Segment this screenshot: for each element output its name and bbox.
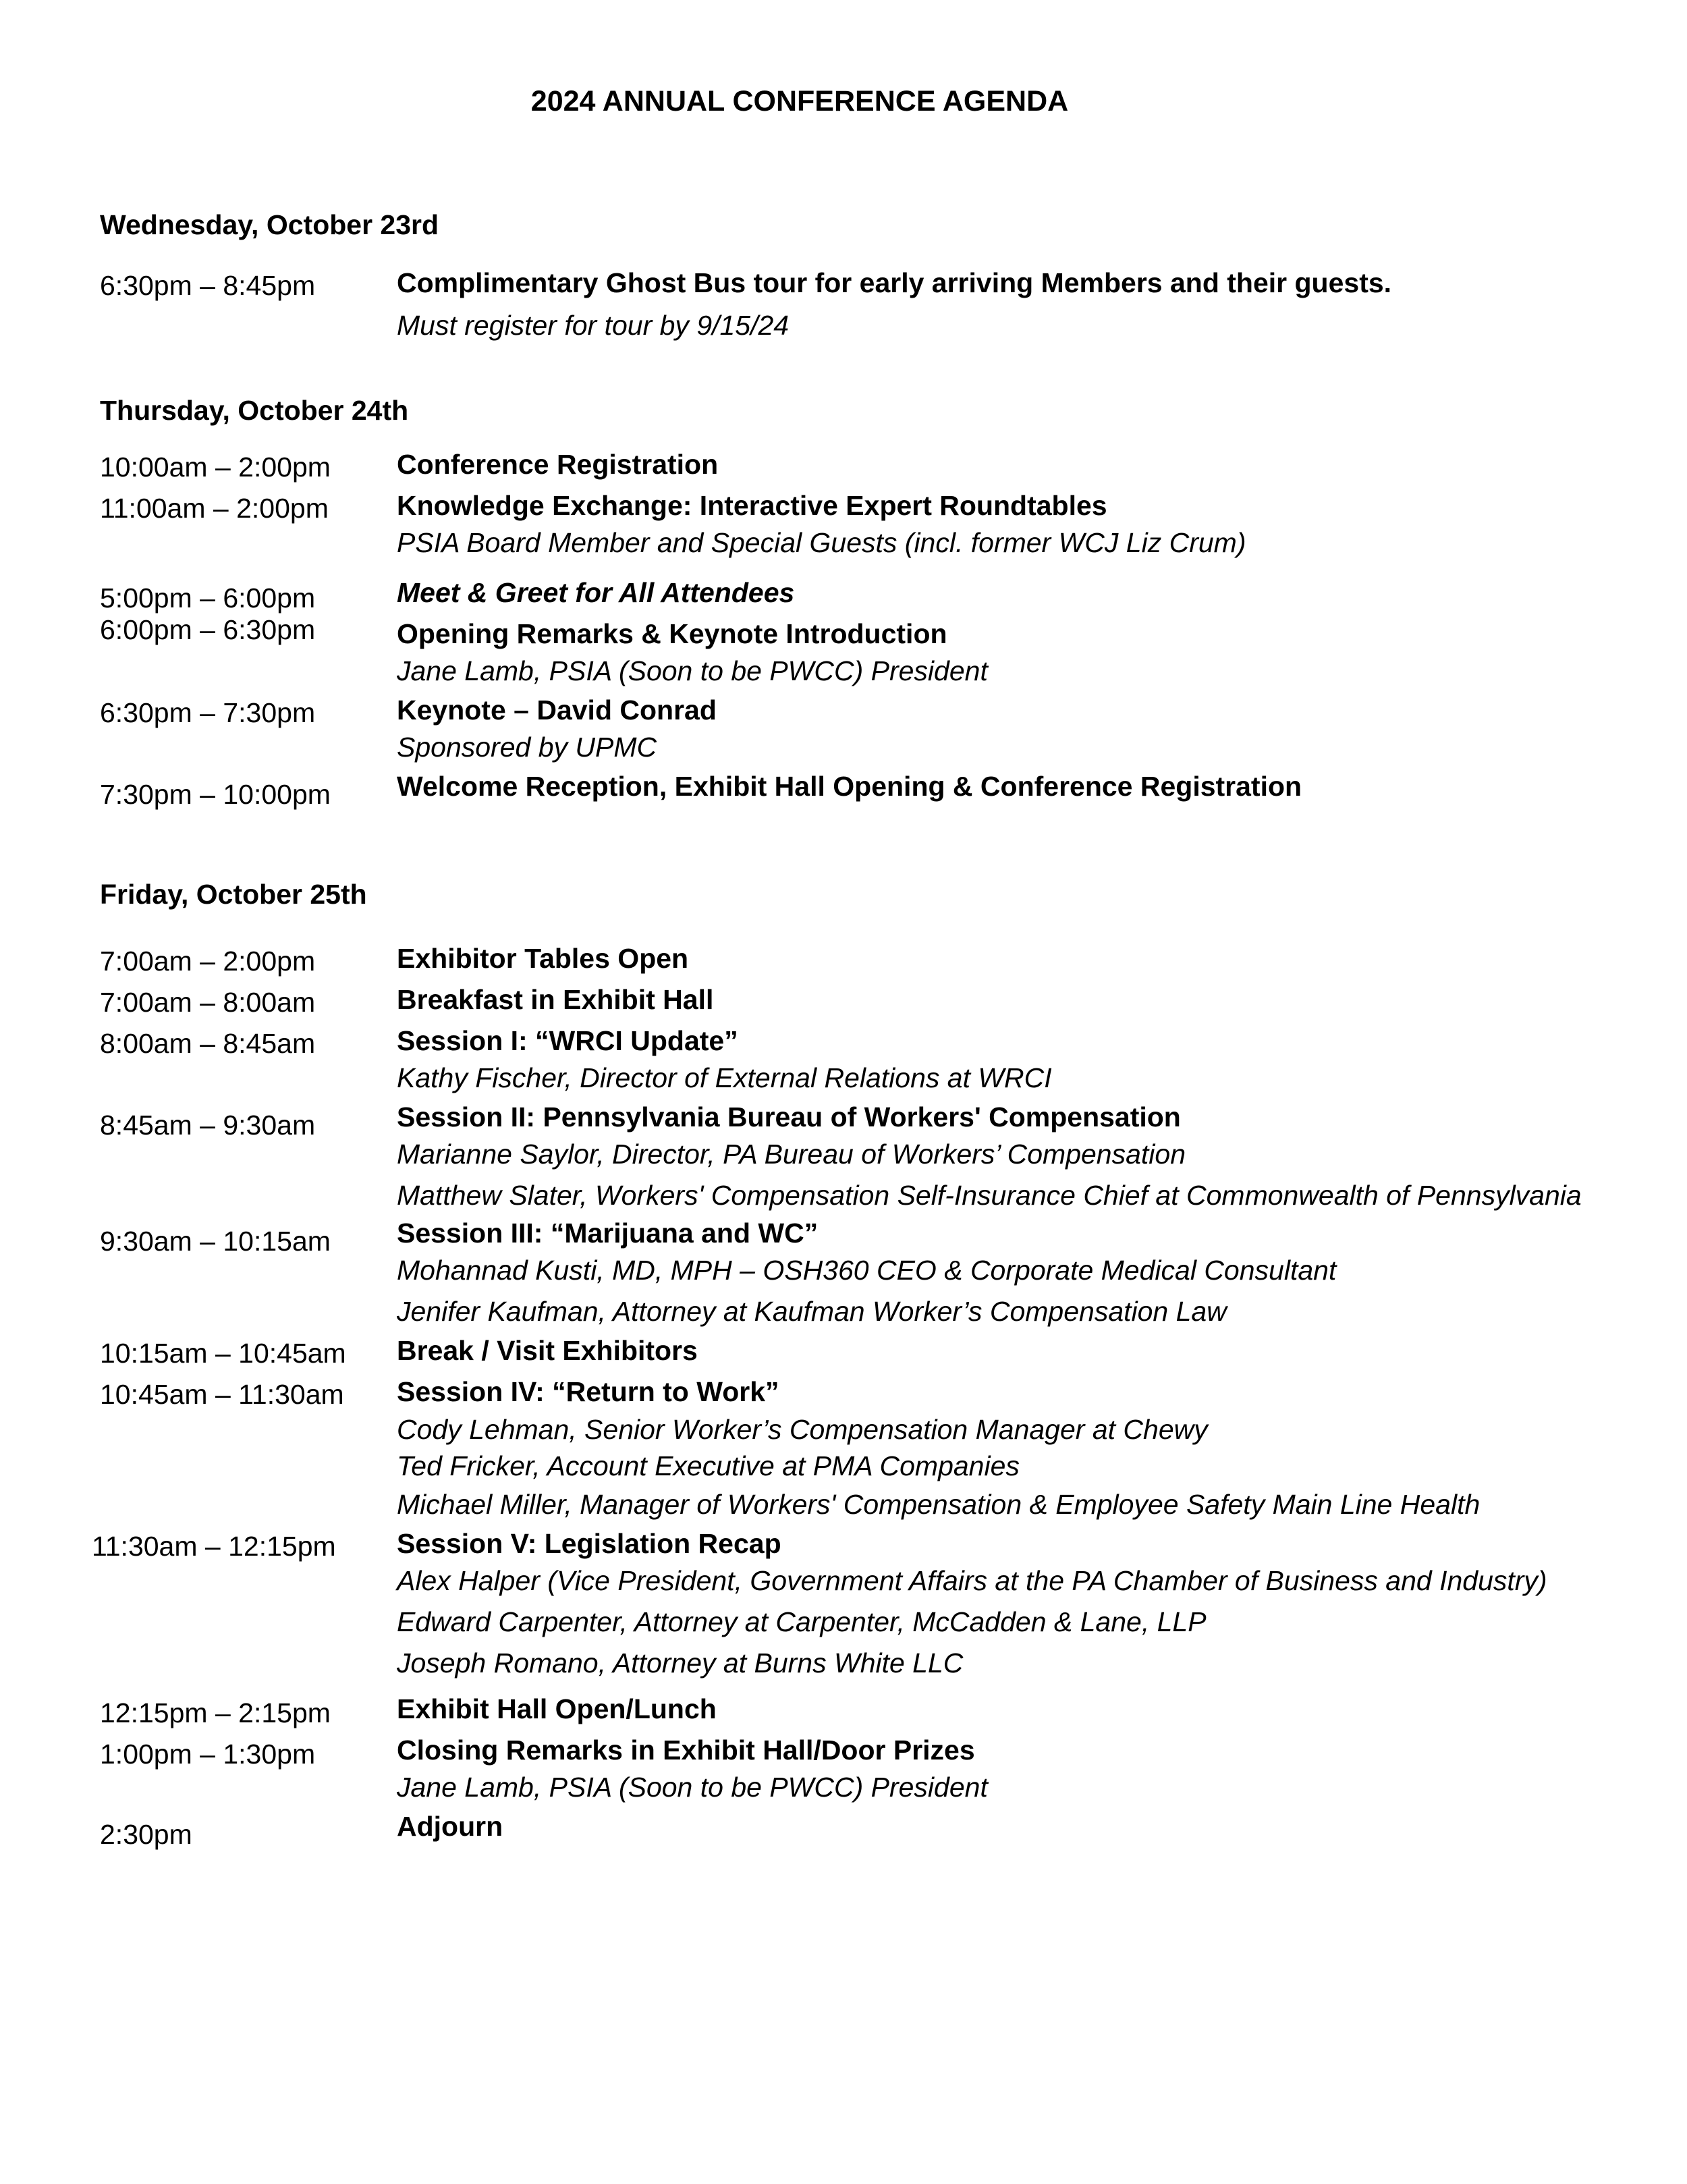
agenda-title: Exhibit Hall Open/Lunch (397, 1693, 717, 1724)
agenda-title: Conference Registration (397, 449, 719, 480)
agenda-time: 6:30pm – 8:45pm (100, 270, 316, 301)
agenda-time: 7:00am – 2:00pm (100, 946, 316, 977)
agenda-detail: Kathy Fischer, Director of External Relations at WRCI (397, 1062, 1052, 1093)
agenda-detail: PSIA Board Member and Special Guests (incl. former WCJ Liz Crum) (397, 527, 1246, 558)
agenda-item (100, 941, 1625, 975)
agenda-item (100, 1809, 1625, 1850)
agenda-time: 2:30pm (100, 1819, 192, 1850)
agenda-title: Break / Visit Exhibitors (397, 1335, 698, 1366)
agenda-detail: Matthew Slater, Workers' Compensation Self-Insurance Chief at Commonwealth of Pennsylvania (397, 1180, 1582, 1211)
agenda-time: 10:15am – 10:45am (100, 1338, 346, 1369)
agenda-detail: Alex Halper (Vice President, Government Affairs at the PA Chamber of Business and Industry) (397, 1565, 1547, 1596)
agenda-detail: Jane Lamb, PSIA (Soon to be PWCC) President (397, 655, 988, 686)
agenda-detail: Edward Carpenter, Attorney at Carpenter, McCadden & Lane, LLP (397, 1606, 1207, 1637)
agenda-title: Session IV: “Return to Work” (397, 1376, 779, 1407)
agenda-time: 10:00am – 2:00pm (100, 452, 331, 483)
agenda-title: Session III: “Marijuana and WC” (397, 1218, 819, 1249)
agenda-detail: Must register for tour by 9/15/24 (397, 310, 790, 341)
agenda-time: 11:00am – 2:00pm (100, 493, 329, 524)
agenda-title: Meet & Greet for All Attendees (397, 577, 795, 608)
agenda-title: Welcome Reception, Exhibit Hall Opening & Conference Registration (397, 771, 1302, 802)
agenda-time: 12:15pm – 2:15pm (100, 1697, 331, 1728)
agenda-title: Opening Remarks & Keynote Introduction (397, 618, 947, 649)
agenda-title: Exhibitor Tables Open (397, 943, 689, 974)
agenda-time: 6:00pm – 6:30pm (100, 614, 316, 645)
agenda-title: Closing Remarks in Exhibit Hall/Door Prizes (397, 1735, 975, 1766)
agenda-title: Session V: Legislation Recap (397, 1528, 781, 1559)
agenda-title: Breakfast in Exhibit Hall (397, 984, 714, 1015)
agenda-time: 7:30pm – 10:00pm (100, 779, 331, 810)
day-section-thursday (100, 393, 1625, 810)
agenda-item (100, 576, 1625, 613)
agenda-detail: Sponsored by UPMC (397, 732, 657, 763)
agenda-title: Knowledge Exchange: Interactive Expert Roundtables (397, 490, 1107, 521)
agenda-item (100, 1334, 1625, 1367)
agenda-time: 8:00am – 8:45am (100, 1028, 316, 1059)
agenda-item (100, 1375, 1625, 1525)
agenda-time: 8:45am – 9:30am (100, 1110, 316, 1141)
agenda-item (100, 693, 1625, 768)
day-heading: Thursday, October 24th (100, 395, 409, 426)
agenda-item (92, 1527, 1625, 1684)
agenda-detail: Mohannad Kusti, MD, MPH – OSH360 CEO & Corporate Medical Consultant (397, 1255, 1337, 1286)
agenda-detail: Michael Miller, Manager of Workers' Compensation & Employee Safety Main Line Health (397, 1489, 1481, 1520)
agenda-detail: Joseph Romano, Attorney at Burns White LLC (397, 1647, 964, 1678)
agenda-time: 11:30am – 12:15pm (92, 1531, 336, 1562)
agenda-time: 7:00am – 8:00am (100, 987, 316, 1018)
agenda-title: Keynote – David Conrad (397, 694, 717, 726)
agenda-time: 9:30am – 10:15am (100, 1226, 331, 1257)
agenda-detail: Jenifer Kaufman, Attorney at Kaufman Worker’s Compensation Law (397, 1296, 1227, 1327)
agenda-item (100, 1024, 1625, 1099)
agenda-item (100, 1733, 1625, 1808)
day-heading: Wednesday, October 23rd (100, 209, 439, 240)
day-section-friday (92, 877, 1625, 1850)
agenda-item (100, 769, 1625, 810)
day-heading: Friday, October 25th (100, 879, 367, 910)
agenda-item (100, 983, 1625, 1016)
agenda-title: Session I: “WRCI Update” (397, 1025, 738, 1056)
agenda-title: Adjourn (397, 1811, 503, 1842)
agenda-item (100, 1692, 1625, 1726)
page-title: 2024 ANNUAL CONFERENCE AGENDA (530, 85, 1069, 117)
agenda-time: 1:00pm – 1:30pm (100, 1739, 316, 1770)
agenda-detail: Jane Lamb, PSIA (Soon to be PWCC) President (397, 1772, 988, 1803)
agenda-time: 6:30pm – 7:30pm (100, 697, 316, 728)
agenda-item (100, 489, 1625, 564)
agenda-item (100, 1216, 1625, 1332)
agenda-item (100, 266, 1625, 346)
agenda-detail: Ted Fricker, Account Executive at PMA Companies (397, 1450, 1020, 1481)
agenda-time: 10:45am – 11:30am (100, 1379, 344, 1410)
agenda-item (100, 1100, 1625, 1216)
day-section-wednesday (100, 208, 1625, 346)
agenda-item (100, 447, 1625, 481)
agenda-title: Complimentary Ghost Bus tour for early arriving Members and their guests. (397, 267, 1392, 298)
agenda-detail: Cody Lehman, Senior Worker’s Compensation Manager at Chewy (397, 1414, 1208, 1445)
agenda-time: 5:00pm – 6:00pm (100, 582, 316, 613)
agenda-title: Session II: Pennsylvania Bureau of Workers' Compensation (397, 1101, 1181, 1132)
agenda-item (100, 614, 1625, 692)
agenda-detail: Marianne Saylor, Director, PA Bureau of Workers’ Compensation (397, 1139, 1186, 1170)
